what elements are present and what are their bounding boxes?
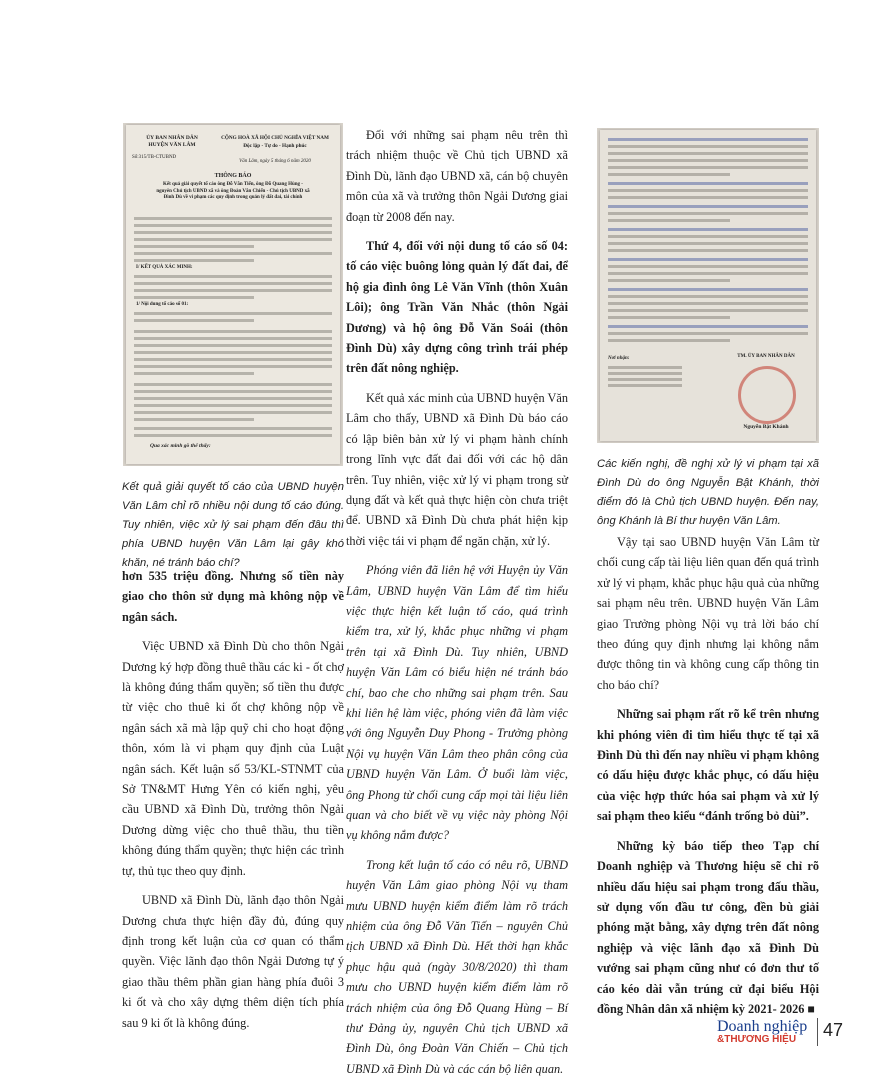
column-3 bbox=[597, 532, 819, 1028]
signer-title: TM. ỦY BAN NHÂN DÂN bbox=[737, 354, 795, 359]
page-number: 47 bbox=[823, 1020, 844, 1040]
column-2 bbox=[346, 125, 568, 1088]
col2-paragraph-5: Trong kết luận tố cáo có nêu rõ, UBND huyện Văn Lâm giao phòng Nội vụ tham mưu UBND huyện kiểm điểm làm rõ trách nhiệm của ông Đỗ Văn Tiến – nguyên Chủ tịch UBND xã Đình Dù. Hết thời hạn khắc phục hậu quả (ngày 30/8/2020) thì tham mưu cho UBND huyện kiểm điểm làm rõ trách nhiệm của ông Đỗ Quang Hùng – Bí thư Đảng ủy, nguyên Chủ tịch UBND xã Đình Dù, ông Đoàn Văn Chiến – Chủ tịch UBND xã Đình Dù và các cán bộ liên quan. bbox=[346, 857, 568, 1076]
recipients-label: Nơi nhận: bbox=[608, 356, 630, 361]
document-photo-left bbox=[123, 123, 343, 466]
section-heading-1: I/ KẾT QUẢ XÁC MINH: bbox=[136, 265, 193, 270]
magazine-logo-top: Doanh nghiệp bbox=[717, 1018, 808, 1035]
col3-paragraph-2: Những sai phạm rất rõ kể trên nhưng khi phóng viên đi tìm hiểu thực tế tại xã Đình Dù thì đến nay nhiều vi phạm không có dấu hiệu được khắc phục, có dấu hiệu của việc hợp thức hóa sai phạm và xử lý sai phạm theo kiểu “đánh trống bỏ dùi”. bbox=[597, 707, 819, 824]
col2-paragraph-2: Thứ 4, đối với nội dung tố cáo số 04: tố cáo việc buông lỏng quản lý đất đai, để hộ gia đình ông Lê Văn Vĩnh (thôn Xuân Lôi); ông Trần Văn Nhắc (thôn Ngải Dương) và hộ ông Đỗ Văn Soái (thôn Đình Dù) xây dựng công trình trái phép trên đất nông nghiệp. bbox=[346, 239, 568, 376]
recommendation-sheet bbox=[600, 130, 816, 441]
signer-name: Nguyễn Bật Khánh bbox=[743, 424, 789, 430]
col3-paragraph-1: Vậy tại sao UBND huyện Văn Lâm từ chối cung cấp tài liệu liên quan đến quá trình xử lý vi phạm, khắc phục hậu quả của những sai phạm nêu trên. UBND huyện Văn Lâm giao Trưởng phòng Nội vụ trả lời báo chí theo đúng quy định nhưng lại không nắm được thông tin và không cung cấp thông tin cho báo chí? bbox=[597, 535, 819, 692]
notice-closing: Qua xác minh gồ thể thấy: bbox=[150, 443, 211, 449]
col2-paragraph-3: Kết quả xác minh của UBND huyện Văn Lâm cho thấy, UBND xã Đình Dù báo cáo có lập biên bản xử lý vi phạm hành chính trong lĩnh vực đất đai đối với các hộ dân trên. Tuy nhiên, việc xử lý vi phạm trong sử dụng đất và kết quả thực hiện còn chưa triệt để. UBND xã Đình Dù chưa phát hiện kịp thời việc tái vi phạm để ngăn chặn, xử lý. bbox=[346, 390, 568, 548]
section-heading-2: 1/ Nội dung tố cáo số 01: bbox=[136, 302, 189, 307]
motto: Độc lập - Tự do - Hạnh phúc bbox=[243, 143, 307, 149]
doc-number: Số:315/TB-CTUBND bbox=[132, 155, 177, 160]
caption-left: Kết quả giải quyết tố cáo của UBND huyện Văn Lâm chỉ rõ nhiều nội dung tố cáo đúng. Tuy nhiên, việc xử lý sai phạm đến đâu thì phía UBND huyện Văn Lâm lại gây khó khăn, né tránh báo chí? bbox=[122, 481, 344, 569]
col1-paragraph-1: hơn 535 triệu đồng. Nhưng số tiền này giao cho thôn sử dụng mà không nộp về ngân sách. bbox=[122, 569, 344, 624]
col2-paragraph-1: Đối với những sai phạm nêu trên thì trách nhiệm thuộc về Chủ tịch UBND xã Đình Dù, lãnh đạo UBND xã, cán bộ chuyên môn của xã và trưởng thôn Ngải Dương giai đoạn từ 2008 đến nay. bbox=[346, 128, 568, 224]
notice-title: THÔNG BÁO bbox=[214, 173, 252, 179]
notice-sheet bbox=[126, 125, 340, 464]
doc-date: Văn Lâm, ngày 5 tháng 6 năm 2020 bbox=[239, 159, 311, 164]
col3-paragraph-3: Những kỳ báo tiếp theo Tạp chí Doanh nghiệp và Thương hiệu sẽ chỉ rõ nhiều dấu hiệu sai phạm trong đấu thầu, sử dụng vốn đầu tư công, đền bù giải phóng mặt bằng, xây dựng trên đất nông nghiệp và việc lãnh đạo xã Đình Dù vướng sai phạm cũng như có đơn thư tố cáo kéo dài vẫn trúng cử đại biểu Hội đồng Nhân dân xã nhiệm kỳ 2021- 2026 ■ bbox=[597, 838, 819, 1016]
column-1 bbox=[122, 566, 344, 1042]
col1-paragraph-3: UBND xã Đình Dù, lãnh đạo thôn Ngải Dương chưa thực hiện đầy đủ, đúng quy định trong kết luận của cơ quan có thẩm quyền. Việc lãnh đạo thôn Ngải Dương tự ý giao thầu thêm phần gian hàng phía đuôi 3 ki ốt và cho xây dựng thêm diện tích phía sau 9 ki ốt là không đúng. bbox=[122, 893, 344, 1030]
agency-left: ỦY BAN NHÂN DÂN HUYỆN VĂN LÂM bbox=[146, 135, 198, 148]
nation-header: CỘNG HOÀ XÃ HỘI CHỦ NGHĨA VIỆT NAM bbox=[221, 135, 329, 141]
caption-right: Các kiến nghị, đề nghị xử lý vi phạm tại xã Đình Dù do ông Nguyễn Bật Khánh, thời điểm đó là Chủ tịch UBND huyện. Đến nay, ông Khánh là Bí thư huyện Văn Lâm. bbox=[597, 458, 819, 527]
col1-paragraph-2: Việc UBND xã Đình Dù cho thôn Ngải Dương ký hợp đồng thuê thầu các ki - ốt chợ là không đúng thẩm quyền; số tiền thu được từ việc cho thuê ki ốt chợ không nộp về ngân sách xã mà lập quỹ chi cho hoạt động thôn, xóm là vi phạm quy định của Luật ngân sách. Kết luận số 53/KL-STNMT của Sở TN&MT Hưng Yên có kiến nghị, yêu cầu UBND xã Đình Dù, trưởng thôn Ngải Dương dừng việc cho thuê thầu, thu tiền không đúng thẩm quyền; thực hiện các trình tự, thủ tục theo quy định. bbox=[122, 639, 344, 878]
magazine-logo-bottom: &THƯƠNG HIỆU bbox=[717, 1034, 797, 1045]
document-photo-right bbox=[597, 128, 819, 443]
official-red-stamp bbox=[738, 366, 796, 424]
notice-subject: Kết quả giải quyết tố cáo ông Đỗ Văn Tiến, ông Đỗ Quang Hùng - nguyên Chủ tịch UBND xã và ông Đoàn Văn Chiến - Chủ tịch UBND xã Đình Dù về vi phạm các quy định trong quản lý đất đai, tài chính bbox=[156, 182, 310, 200]
footer-divider bbox=[817, 1018, 818, 1046]
col2-paragraph-4: Phóng viên đã liên hệ với Huyện ủy Văn Lâm, UBND huyện Văn Lâm để tìm hiểu việc thực hiện kết luận tố cáo, quá trình kiểm tra, xử lý, khắc phục những vi phạm trên tại xã Đình Dù. Tuy nhiên, UBND huyện Văn Lâm có biểu hiện né tránh báo chí, bao che cho những sai phạm trên. Sau khi liên hệ làm việc, phóng viên đã làm việc với ông Nguyễn Duy Phong - Trưởng phòng Nội vụ huyện Văn Lâm theo phân công của UBND huyện Văn Lâm. Ở buổi làm việc, ông Phong từ chối cung cấp mọi tài liệu liên quan và cho biết về vụ việc này phòng Nội vụ không nắm được? bbox=[346, 563, 568, 843]
